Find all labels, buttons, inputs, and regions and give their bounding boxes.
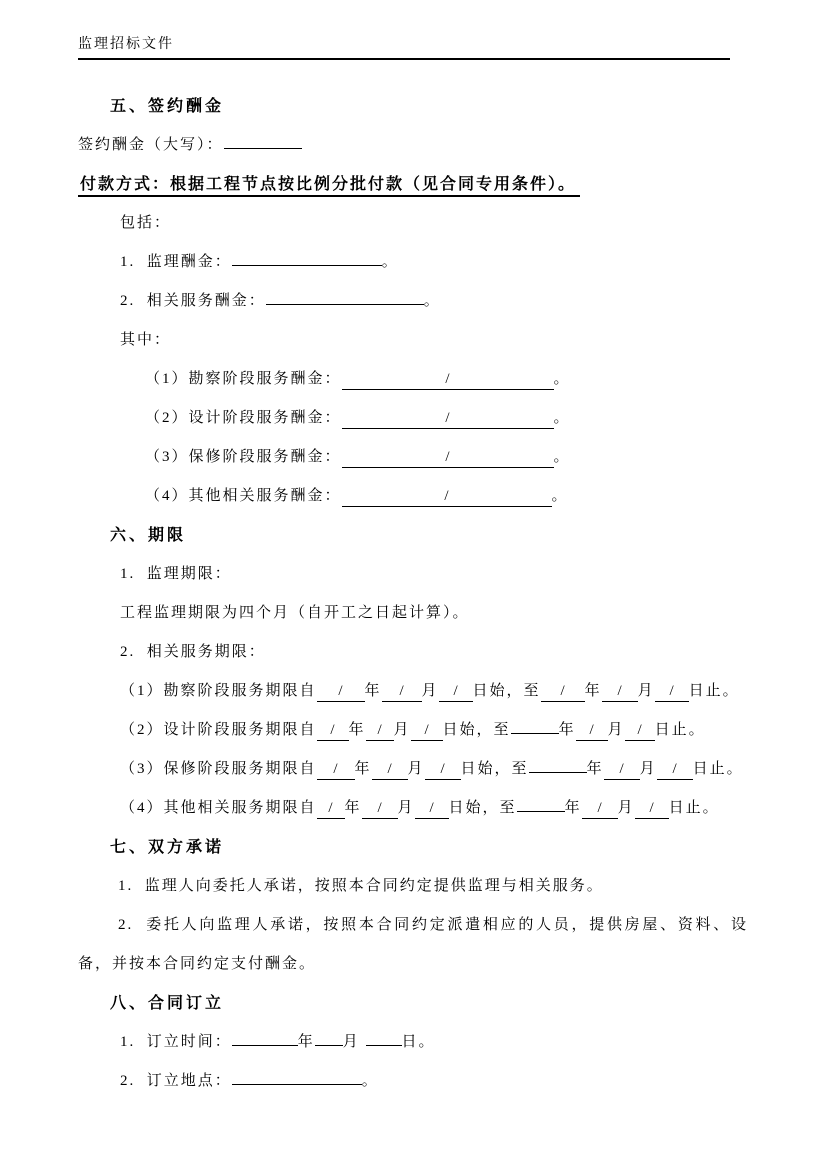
text-segment: 包括： (120, 215, 172, 231)
text-segment: 。 (361, 1073, 379, 1089)
blank-field[interactable]: / (625, 721, 655, 741)
text-segment: 日止。 (688, 683, 740, 699)
blank-field[interactable]: / (362, 799, 398, 819)
text-segment: 2. 相关服务期限： (120, 644, 266, 660)
blank-field[interactable]: / (415, 799, 449, 819)
text-segment: （4）其他相关服务期限自 (120, 800, 317, 816)
section6-heading (110, 516, 748, 555)
text-segment: 日。 (401, 1034, 436, 1050)
blank-field[interactable] (529, 753, 587, 773)
sub-item-design-period (120, 711, 748, 750)
section7-heading (110, 828, 748, 867)
page-header (78, 33, 730, 60)
text-segment: 日止。 (654, 722, 706, 738)
section8-heading (110, 984, 748, 1023)
payment-method-line (78, 165, 748, 204)
text-segment: 。 (553, 371, 571, 387)
blank-field[interactable]: / (342, 487, 552, 507)
item-supervision-period-label (120, 555, 748, 594)
blank-field[interactable] (517, 792, 565, 812)
text-segment: 月 (407, 761, 425, 777)
text-segment: 年 (564, 800, 582, 816)
blank-field[interactable]: / (342, 409, 554, 429)
text-segment: 2. 相关服务酬金： (120, 293, 266, 309)
text-segment: 月 (421, 683, 439, 699)
blank-field[interactable] (232, 1026, 298, 1046)
text-segment: （1）勘察阶段服务期限自 (120, 683, 317, 699)
text-segment: （4）其他相关服务酬金： (145, 488, 342, 504)
blank-field[interactable]: / (576, 721, 608, 741)
text-segment: 月 (397, 800, 415, 816)
text-segment: 年 (364, 683, 382, 699)
blank-field[interactable]: / (439, 682, 473, 702)
text-segment: 月 (342, 1034, 366, 1050)
blank-field[interactable]: / (317, 760, 355, 780)
blank-field[interactable]: / (366, 721, 394, 741)
blank-field[interactable] (511, 714, 559, 734)
amount-uppercase-line (78, 126, 748, 165)
text-segment: 月 (637, 683, 655, 699)
promise-supervisor (78, 867, 748, 906)
section5-heading (110, 87, 748, 126)
text-segment: 工程监理期限为四个月（自开工之日起计算）。 (120, 605, 470, 621)
sub-item-warranty-fee (145, 438, 748, 477)
blank-field[interactable]: / (342, 370, 554, 390)
text-segment: 日始，至 (460, 761, 529, 777)
text-segment: 1. 监理人向委托人承诺，按照本合同约定提供监理与相关服务。 (118, 878, 604, 894)
includes-label (120, 204, 748, 243)
text-segment: 1. 监理期限： (120, 566, 232, 582)
text-segment: 年 (297, 1034, 315, 1050)
text-segment: 年 (354, 761, 372, 777)
item-related-service-fee (120, 282, 748, 321)
text-segment: 2. 委托人向监理人承诺，按照本合同约定派遣相应的人员，提供房屋、资料、设备，并按本合同约定支付酬金。 (78, 917, 748, 972)
blank-field[interactable]: / (604, 760, 640, 780)
sub-item-survey-period (120, 672, 748, 711)
text-segment: 月 (617, 800, 635, 816)
text-segment: 付款方式：根据工程节点按比例分批付款（见合同专用条件）。 (78, 176, 580, 197)
sub-item-warranty-period (120, 750, 748, 789)
among-which-label (120, 321, 748, 360)
blank-field[interactable] (224, 129, 302, 149)
blank-field[interactable]: / (657, 760, 693, 780)
blank-field[interactable]: / (372, 760, 408, 780)
promise-client (78, 906, 748, 984)
blank-field[interactable]: / (635, 799, 669, 819)
text-segment: 1. 订立时间： (120, 1034, 232, 1050)
text-segment: 年 (586, 761, 604, 777)
text-segment: 。 (551, 488, 569, 504)
blank-field[interactable]: / (582, 799, 618, 819)
supervision-period-text (120, 594, 748, 633)
item-supervision-fee (120, 243, 748, 282)
item-signing-time (120, 1023, 748, 1062)
text-segment: （2）设计阶段服务酬金： (145, 410, 342, 426)
blank-field[interactable] (232, 246, 382, 266)
text-segment: 日始，至 (442, 722, 511, 738)
text-segment: （1）勘察阶段服务酬金： (145, 371, 342, 387)
text-segment: 月 (393, 722, 411, 738)
text-segment: 2. 订立地点： (120, 1073, 232, 1089)
header-title: 监理招标文件 (78, 37, 174, 52)
blank-field[interactable]: / (317, 721, 349, 741)
text-segment: （3）保修阶段服务酬金： (145, 449, 342, 465)
blank-field[interactable]: / (317, 799, 345, 819)
text-segment: 八、合同订立 (110, 995, 225, 1012)
text-segment: 五、签约酬金 (110, 98, 225, 115)
blank-field[interactable]: / (342, 448, 554, 468)
item-related-service-period-label (120, 633, 748, 672)
text-segment: 年 (558, 722, 576, 738)
text-segment: 七、双方承诺 (110, 839, 225, 856)
text-segment: 。 (553, 449, 571, 465)
text-segment: 年 (344, 800, 362, 816)
text-segment: 签约酬金（大写）： (78, 137, 224, 153)
text-segment: 日始，至 (472, 683, 541, 699)
blank-field[interactable]: / (411, 721, 443, 741)
sub-item-other-period (120, 789, 748, 828)
text-segment: 日始，至 (448, 800, 517, 816)
text-segment: 月 (639, 761, 657, 777)
text-segment: 年 (584, 683, 602, 699)
blank-field[interactable] (232, 1065, 362, 1085)
blank-field[interactable]: / (317, 682, 365, 702)
blank-field[interactable]: / (382, 682, 422, 702)
text-segment: （2）设计阶段服务期限自 (120, 722, 317, 738)
text-segment: 。 (381, 254, 399, 270)
blank-field[interactable] (315, 1026, 343, 1046)
blank-field[interactable] (366, 1026, 402, 1046)
blank-field[interactable]: / (602, 682, 638, 702)
blank-field[interactable]: / (425, 760, 461, 780)
blank-field[interactable]: / (655, 682, 689, 702)
text-segment: 其中： (120, 332, 172, 348)
sub-item-design-fee (145, 399, 748, 438)
item-signing-place (120, 1062, 748, 1101)
document-body (78, 87, 748, 1101)
text-segment: 六、期限 (110, 527, 187, 544)
blank-field[interactable] (266, 285, 424, 305)
text-segment: 日止。 (668, 800, 720, 816)
blank-field[interactable]: / (541, 682, 585, 702)
text-segment: 月 (607, 722, 625, 738)
text-segment: 1. 监理酬金： (120, 254, 232, 270)
text-segment: 年 (348, 722, 366, 738)
text-segment: （3）保修阶段服务期限自 (120, 761, 317, 777)
sub-item-other-fee (145, 477, 748, 516)
text-segment: 日止。 (692, 761, 744, 777)
text-segment: 。 (423, 293, 441, 309)
sub-item-survey-fee (145, 360, 748, 399)
text-segment: 。 (553, 410, 571, 426)
